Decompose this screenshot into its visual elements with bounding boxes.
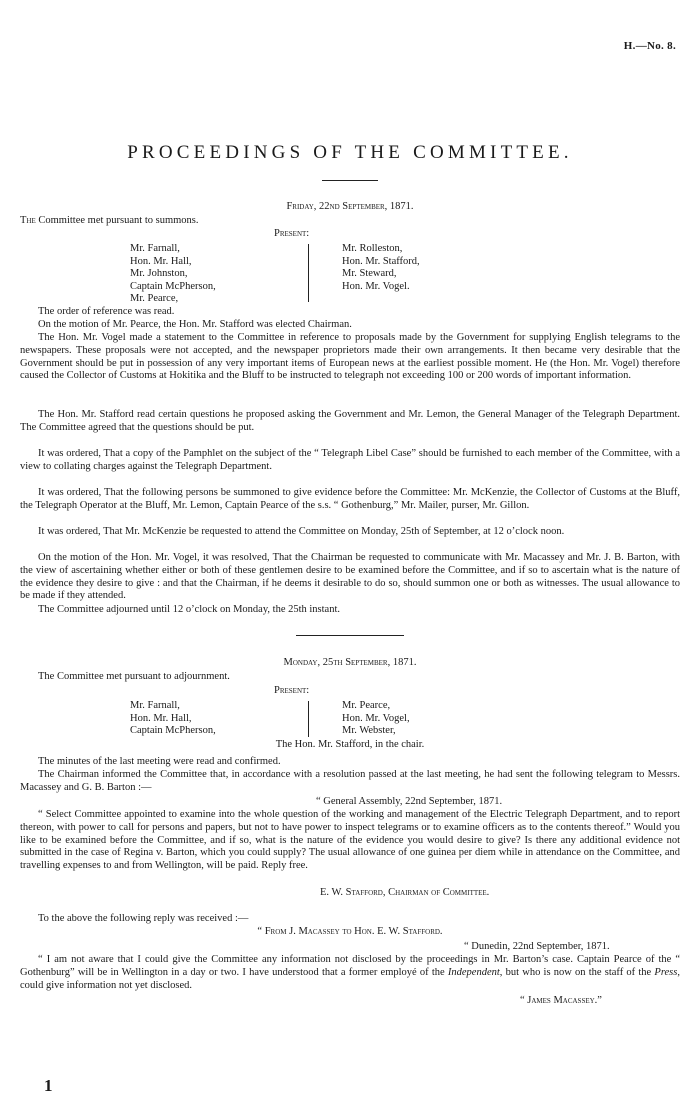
member-name: Hon. Mr. Hall, [130,255,192,267]
paragraph: It was ordered, That a copy of the Pamphlet on the subject of the “ Telegraph Libel Case” should be furnished to each member of the Committee, with a view to collating charges against the Telegraph Department. [20,448,680,472]
reply-from: “ From J. Macassey to Hon. E. W. Stafford. [257,926,443,937]
member-name: Mr. Webster, [342,725,396,736]
reply-intro: To the above the following reply was received :— [38,913,249,924]
page-title: PROCEEDINGS OF THE COMMITTEE. [127,142,573,163]
section-rule [296,635,404,636]
paragraph: It was ordered, That Mr. McKenzie be requested to attend the Committee on Monday, 25th of September, at 12 o’clock noon. [38,526,565,537]
reply-text: , could give information not yet disclosed. [20,966,680,991]
member-name: Mr. Farnall, [130,243,180,254]
present-divider [308,701,309,737]
meeting2-present-label: Present: [274,685,310,696]
member-name: Hon. Mr. Vogel. [342,280,410,292]
title-rule [322,180,378,181]
paragraph: The minutes of the last meeting were read and confirmed. [38,756,281,767]
present-divider [308,244,309,302]
report-reference: H.—No. 8. [623,40,676,52]
paragraph: The Hon. Mr. Stafford read certain questions he proposed asking the Government and Mr. Lemon, the General Manager of the Telegraph Department. The Committee agreed that the questions should be put. [20,409,680,433]
meeting1-present-label: Present: [274,228,310,239]
paragraph: The Chairman informed the Committee that, in accordance with a resolution passed at the last meeting, he had sent the following telegram to Messrs. Macassey and G. B. Barton :— [20,769,680,793]
meeting2-chair: The Hon. Mr. Stafford, in the chair. [275,739,425,750]
page-number: 1 [44,1076,53,1095]
paragraph: The order of reference was read. [38,306,175,317]
member-name: Captain McPherson, [130,725,216,736]
meeting1-opening-rest: Committee met pursuant to summons. [35,215,199,226]
meeting1-opening-lead: The [20,215,36,226]
member-name: Hon. Mr. Stafford, [342,255,420,267]
member-name: Mr. Steward, [342,268,397,279]
member-name: Captain McPherson, [130,280,216,292]
member-name: Mr. Pearce, [130,293,179,304]
newspaper-name: Press [654,966,678,978]
member-name: Hon. Mr. Vogel, [342,712,410,724]
member-name: Mr. Pearce, [342,700,391,711]
telegram-body: “ Select Committee appointed to examine into the whole question of the working and management of the Electric Telegraph Department, and to report thereon, with power to call for persons and papers, but not to have power to inspect telegrams or to examine officers as to the contents thereof.” Would you like to be examined before the Committee, and if so, what is the nature of the evidence you would desire to give? Is there any additional evidence not submitted in the case of Regina v. Barton, which you could supply? The usual allowance of one guinea per diem while in attendance on the Committee, and travelling expenses to and from Wellington, will be paid. Reply free. [20,809,680,872]
member-name: Mr. Farnall, [130,700,180,711]
paragraph: The Hon. Mr. Vogel made a statement to the Committee in reference to proposals made by the Government for supplying English telegrams to the newspapers. These proposals were not accepted, and the newspaper proprietors made their own arrangements. It then became very desirable that the Government should be put in possession of any very important items of European news at the earliest possible moment. He (the Hon. Mr. Vogel) therefore caused the Collector of Customs at Hokitika and the Bluff to be instructed to telegraph not exceeding 100 or 200 words of important information. [20,332,680,382]
meeting2-date: Monday, 25th September, 1871. [283,657,417,668]
meeting2-present-right [342,700,410,738]
meeting2-present-left [130,700,216,738]
reply-dateline: “ Dunedin, 22nd September, 1871. [464,941,610,952]
paragraph: The Committee adjourned until 12 o’clock on Monday, the 25th instant. [38,604,341,615]
reply-text: , but who is now on the staff of the [499,966,655,978]
reply-text: “ I am not aware that I could give the Committee any information not disclosed by the proceedings in Mr. Barton’s case. Captain Pearce of the “ Gothenburg” will be in Wellington in a day or two. I have understood that a former employé of the [20,954,680,978]
telegram-signature [320,887,489,900]
telegram-dateline: “ General Assembly, 22nd September, 1871. [316,796,503,807]
reply-body [20,954,680,992]
paragraph: It was ordered, That the following persons be summoned to give evidence before the Committee: Mr. McKenzie, the Collector of Customs at the Bluff, the Telegraph Operator at the Bluff, Mr. Lemon, Captain Pearce of the s.s. “ Gothenburg,” Mr. Mailer, purser, Mr. Gillon. [20,487,680,511]
meeting1-date: Friday, 22nd September, 1871. [286,201,414,212]
member-name: Hon. Mr. Hall, [130,712,192,724]
meeting2-opening: The Committee met pursuant to adjournment. [38,671,230,682]
meeting1-opening [20,215,199,228]
telegram-signature-text: E. W. Stafford, Chairman of Committee. [320,887,490,898]
meeting1-present-right [342,243,420,293]
member-name: Mr. Johnston, [130,268,188,279]
meeting1-present-left [130,243,216,306]
member-name: Mr. Rolleston, [342,243,403,254]
paragraph: On the motion of the Hon. Mr. Vogel, it was resolved, That the Chairman be requested to communicate with Mr. Macassey and Mr. J. B. Barton, with the view of ascertaining whether either or both of these gentlemen desire to be examined before the Committee, and if so to ascertain what is the nature of the evidence they desire to give : and that the Chairman, if he deems it desirable to do so, should summon one or both as witnesses. The usual allowance to be made if they attended. [20,552,680,602]
paragraph: On the motion of Mr. Pearce, the Hon. Mr. Stafford was elected Chairman. [38,319,352,330]
newspaper-name: Independent [447,966,500,978]
reply-signature: “ James Macassey.” [520,995,602,1006]
